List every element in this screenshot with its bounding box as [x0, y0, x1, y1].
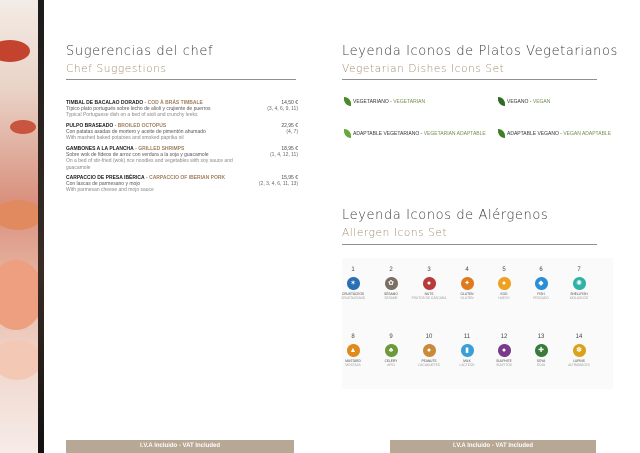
allergen-name-en: LÁCTEOS	[459, 363, 475, 367]
legend-vegetarian: VEGETARIANO - VEGETARIAN	[344, 97, 425, 106]
dish-item: TIMBAL DE BACALAO DORADO - COD À BRÁS TIMBALE Típico plato portugués sobre lecho de alioli y crujiente de puerros Typical Portuguese dish on a bed of aioli and crunchy leeks 14,50 € (3, 4, 6, 9, 11)	[66, 100, 298, 119]
divider	[342, 79, 597, 80]
allergen-name-en: GLUTEN	[460, 296, 474, 300]
food-photo	[0, 0, 44, 453]
allergen-legend-subtitle: Allergen Icons Set	[342, 227, 448, 239]
allergen-name-en: FRUTOS DE CÁSCARA	[411, 296, 447, 300]
page-subtitle: Chef Suggestions	[66, 63, 167, 75]
allergen-name-en: CACAHUETES	[418, 363, 440, 367]
allergen-name-es: CELERY	[384, 359, 398, 363]
allergen-number: 8	[351, 334, 355, 340]
dish-item: CARPACCIO DE PRESA IBÉRICA - CARPACCIO OF IBERIAN PORK Con lascas de parmesano y mojo With parmesan cheese and mojo sauce 15,95 € (2, 3, 4, 6, 11, 13)	[66, 175, 298, 194]
allergen-name-en: PESCADO	[533, 296, 549, 300]
allergen-name-es: LUPINS	[573, 359, 585, 363]
dish-item: GAMBONES A LA PLANCHA - GRILLED SHRIMPS Sobre wok de fideos de arroz con verdura a la soja y guacamole On a bed of stir-fried (wok) rice noodles and vegetables with soy sauce and guacamole 18,95 € (1, 4, 12, 11)	[66, 146, 298, 171]
allergen-number: 9	[389, 334, 393, 340]
allergen-item	[561, 267, 597, 300]
price: 14,50 €	[281, 100, 298, 106]
allergen-icon: ▲	[347, 344, 360, 357]
allergen-codes: (4, 7)	[286, 129, 298, 136]
allergen-item	[373, 267, 409, 300]
allergen-number: 7	[577, 267, 581, 273]
allergen-name-es: EGG	[500, 292, 508, 296]
allergen-name-es: SOYA	[536, 359, 546, 363]
allergen-name-en: MOSTAZA	[345, 363, 361, 367]
legend-vegan: VEGANO - VEGAN	[498, 97, 550, 106]
allergen-icon: ✦	[461, 277, 474, 290]
allergen-item	[373, 334, 409, 367]
allergen-item	[523, 334, 559, 367]
allergen-icon: ✚	[535, 344, 548, 357]
allergen-name-es: CRUSTÁCEOS	[341, 292, 365, 296]
allergen-item	[411, 267, 447, 300]
allergen-item	[486, 334, 522, 367]
allergen-number: 1	[351, 267, 355, 273]
allergen-name-es: NUTS	[424, 292, 434, 296]
allergen-number: 11	[463, 334, 471, 340]
allergen-name-en: APIO	[387, 363, 395, 367]
allergen-item	[335, 267, 371, 300]
leaf-icon	[498, 97, 505, 106]
legend-vegan-adaptable: ADAPTABLE VEGANO - VEGAN ADAPTABLE	[498, 129, 611, 138]
leaf-icon	[498, 129, 505, 138]
allergen-name-en: SOJA	[536, 363, 546, 367]
veg-legend-title: Leyenda Iconos de Platos Vegetarianos	[342, 44, 618, 59]
allergen-item	[335, 334, 371, 367]
veg-legend-subtitle: Vegetarian Dishes Icons Set	[342, 63, 505, 75]
allergen-item	[411, 334, 447, 367]
allergen-codes: (3, 4, 6, 9, 11)	[267, 106, 298, 113]
vat-footer: I.V.A Incluido - VAT Included	[390, 440, 596, 453]
allergen-name-es: GLUTEN	[460, 292, 474, 296]
allergen-icon: ◆	[535, 277, 548, 290]
allergen-number: 10	[425, 334, 433, 340]
allergen-number: 2	[389, 267, 393, 273]
allergen-item	[486, 267, 522, 300]
allergen-name-en: MOLUSCOS	[569, 296, 589, 300]
divider	[66, 79, 296, 80]
divider	[342, 244, 597, 245]
leaf-icon	[344, 97, 351, 106]
allergen-number: 3	[427, 267, 431, 273]
allergen-icon: ▮	[461, 344, 474, 357]
allergen-name-es: MUSTARD	[345, 359, 361, 363]
dish-item: PULPO BRASEADO - BROILED OCTOPUS Con patatas asadas de mortero y aceite de pimentón ahumado With mashed baked potatoes and smoked paprika oil 22,95 € (4, 7)	[66, 123, 298, 142]
allergen-icon: ●	[423, 277, 436, 290]
allergen-codes: (2, 3, 4, 6, 11, 13)	[258, 181, 298, 188]
leaf-icon	[344, 129, 351, 138]
allergen-name-es: MILK	[463, 359, 471, 363]
allergen-name-en: CRUSTACEANS	[341, 296, 365, 300]
chef-suggestions-page	[44, 0, 306, 453]
page-title: Sugerencias del chef	[66, 44, 214, 59]
allergen-name-es: SÉSAMO	[384, 292, 398, 296]
legend-vegetarian-adaptable: ADAPTABLE VEGETARIANO - VEGETARIAN ADAPTABLE	[344, 129, 486, 138]
allergen-name-en: ALTRAMUCES	[568, 363, 590, 367]
price: 22,95 €	[281, 123, 298, 129]
price: 18,95 €	[281, 146, 298, 152]
allergen-item	[523, 267, 559, 300]
allergen-icon: ✽	[573, 344, 586, 357]
allergen-icon: ●	[498, 344, 511, 357]
allergen-number: 4	[465, 267, 469, 273]
allergen-name-en: SESAME	[384, 296, 398, 300]
allergen-icon: ●	[498, 277, 511, 290]
legend-page	[318, 0, 640, 453]
allergen-name-es: SULPHITE	[496, 359, 512, 363]
allergen-number: 5	[502, 267, 506, 273]
allergen-item	[449, 334, 485, 367]
allergen-name-en: SULFITOS	[496, 363, 512, 367]
allergen-name-es: FISH	[537, 292, 545, 296]
allergen-number: 14	[575, 334, 583, 340]
price: 15,95 €	[281, 175, 298, 181]
allergen-item	[449, 267, 485, 300]
allergen-name-es: PEANUTS	[421, 359, 437, 363]
allergen-codes: (1, 4, 12, 11)	[270, 152, 298, 159]
allergen-item	[561, 334, 597, 367]
allergen-legend-title: Leyenda Iconos de Alérgenos	[342, 208, 549, 223]
allergen-name-en: HUEVO	[498, 296, 510, 300]
allergen-icon: ✶	[347, 277, 360, 290]
allergen-number: 12	[500, 334, 508, 340]
allergen-number: 13	[537, 334, 545, 340]
allergen-icon: ✺	[573, 277, 586, 290]
allergen-icon: ●	[423, 344, 436, 357]
allergen-icon: ✿	[385, 277, 398, 290]
allergen-number: 6	[539, 267, 543, 273]
allergen-name-es: SHELLFISH	[570, 292, 588, 296]
allergen-icon: ♣	[385, 344, 398, 357]
vat-footer: I.V.A Incluido - VAT Included	[66, 440, 294, 453]
